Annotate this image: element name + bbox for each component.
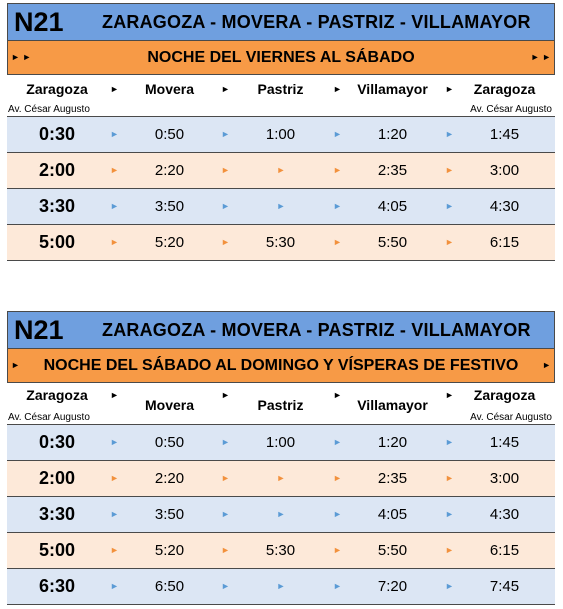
arrow-right-icon: ► — [445, 84, 454, 94]
table-row — [7, 189, 555, 225]
time-zaragoza-destination: 3:00 — [489, 470, 520, 487]
time-villamayor: 2:35 — [377, 162, 408, 179]
time-zaragoza-destination: 4:30 — [489, 506, 520, 523]
header-zaragoza-origin: Zaragoza — [26, 81, 88, 97]
arrow-right-icon: ► — [333, 473, 342, 483]
arrow-right-icon: ► — [221, 545, 230, 555]
timetable-rows — [7, 117, 555, 261]
arrow-right-icon: ► — [333, 201, 342, 211]
time-villamayor: 5:50 — [377, 542, 408, 559]
timetable-friday — [7, 3, 555, 261]
arrow-right-icon: ► — [221, 237, 230, 247]
arrow-right-icon: ► — [445, 581, 454, 591]
arrow-right-icon: ► — [110, 201, 119, 211]
title-bar — [7, 3, 555, 41]
table-row — [7, 117, 555, 153]
arrow-right-icon: ► — [276, 581, 286, 591]
arrow-right-icon: ► — [221, 201, 230, 211]
time-zaragoza-origin: 0:30 — [38, 432, 76, 452]
time-zaragoza-destination: 1:45 — [489, 434, 520, 451]
route-title: ZARAGOZA - MOVERA - PASTRIZ - VILLAMAYOR — [102, 11, 531, 32]
arrow-right-icon: ► — [110, 509, 119, 519]
arrow-right-icon: ► — [445, 473, 454, 483]
time-movera: 0:50 — [154, 434, 185, 451]
arrow-right-icon: ► — [110, 129, 119, 139]
time-zaragoza-origin: 3:30 — [38, 196, 76, 216]
route-title: ZARAGOZA - MOVERA - PASTRIZ - VILLAMAYOR — [102, 319, 531, 340]
table-row — [7, 533, 555, 569]
stop-subtitle-origin: Av. César Augusto — [8, 104, 90, 115]
time-zaragoza-origin: 2:00 — [38, 160, 76, 180]
time-zaragoza-origin: 6:30 — [38, 576, 76, 596]
time-zaragoza-origin: 0:30 — [38, 124, 76, 144]
header-zaragoza-destination: Zaragoza — [473, 387, 536, 403]
arrow-right-icon: ► ► — [11, 52, 32, 62]
arrow-right-icon: ► — [276, 201, 286, 211]
time-villamayor: 2:35 — [377, 470, 408, 487]
timetable-rows — [7, 425, 555, 605]
time-zaragoza-origin: 3:30 — [38, 504, 76, 524]
arrow-right-icon: ► — [445, 201, 454, 211]
time-villamayor: 4:05 — [377, 198, 408, 215]
time-pastriz: 5:30 — [265, 542, 296, 559]
time-zaragoza-destination: 6:15 — [489, 234, 520, 251]
stop-subtitle-origin: Av. César Augusto — [8, 412, 90, 423]
time-zaragoza-origin: 5:00 — [38, 540, 76, 560]
time-villamayor: 7:20 — [377, 578, 408, 595]
time-villamayor: 5:50 — [377, 234, 408, 251]
arrow-right-icon: ► — [110, 437, 119, 447]
time-movera: 3:50 — [154, 198, 185, 215]
arrow-right-icon: ► — [333, 390, 342, 400]
arrow-right-icon: ► — [445, 129, 454, 139]
arrow-right-icon: ► — [445, 509, 454, 519]
time-villamayor: 1:20 — [377, 126, 408, 143]
time-zaragoza-destination: 3:00 — [489, 162, 520, 179]
arrow-right-icon: ► — [221, 473, 230, 483]
column-header-row — [7, 383, 555, 425]
time-zaragoza-origin: 5:00 — [38, 232, 76, 252]
arrow-right-icon: ► — [110, 390, 119, 400]
arrow-right-icon: ► — [221, 390, 230, 400]
arrow-right-icon: ► — [110, 84, 119, 94]
arrow-right-icon: ► — [542, 360, 551, 370]
arrow-right-icon: ► — [333, 509, 342, 519]
header-villamayor: Villamayor — [357, 81, 428, 97]
table-row — [7, 497, 555, 533]
table-row — [7, 225, 555, 261]
table-row — [7, 569, 555, 605]
stop-subtitle-destination: Av. César Augusto — [470, 412, 552, 423]
time-zaragoza-destination: 6:15 — [489, 542, 520, 559]
stop-subtitle-destination: Av. César Augusto — [470, 104, 552, 115]
arrow-right-icon: ► — [445, 437, 454, 447]
service-label: NOCHE DEL VIERNES AL SÁBADO — [147, 48, 415, 66]
header-pastriz: Pastriz — [257, 397, 304, 413]
time-zaragoza-destination: 1:45 — [489, 126, 520, 143]
time-movera: 5:20 — [154, 234, 185, 251]
time-zaragoza-destination: 4:30 — [489, 198, 520, 215]
arrow-right-icon: ► — [333, 545, 342, 555]
time-villamayor: 1:20 — [377, 434, 408, 451]
arrow-right-icon: ► — [110, 165, 119, 175]
arrow-right-icon: ► — [333, 437, 342, 447]
arrow-right-icon: ► — [110, 581, 119, 591]
time-villamayor: 4:05 — [377, 506, 408, 523]
arrow-right-icon: ► — [445, 390, 454, 400]
time-zaragoza-origin: 2:00 — [38, 468, 76, 488]
arrow-right-icon: ► — [333, 165, 342, 175]
arrow-right-icon: ► — [333, 129, 342, 139]
line-code: N21 — [14, 314, 64, 345]
arrow-right-icon: ► ► — [530, 52, 551, 62]
arrow-right-icon: ► — [445, 165, 454, 175]
time-movera: 3:50 — [154, 506, 185, 523]
header-pastriz: Pastriz — [257, 81, 304, 97]
arrow-right-icon: ► — [445, 237, 454, 247]
arrow-right-icon: ► — [333, 237, 342, 247]
time-zaragoza-destination: 7:45 — [489, 578, 520, 595]
arrow-right-icon: ► — [110, 473, 119, 483]
arrow-right-icon: ► — [221, 437, 230, 447]
arrow-right-icon: ► — [333, 84, 342, 94]
time-movera: 2:20 — [154, 470, 185, 487]
arrow-right-icon: ► — [110, 545, 119, 555]
arrow-right-icon: ► — [276, 473, 286, 483]
arrow-right-icon: ► — [276, 509, 286, 519]
table-row — [7, 153, 555, 189]
time-movera: 6:50 — [154, 578, 185, 595]
header-zaragoza-destination: Zaragoza — [473, 81, 536, 97]
time-movera: 2:20 — [154, 162, 185, 179]
header-movera: Movera — [144, 397, 195, 413]
arrow-right-icon: ► — [221, 129, 230, 139]
time-movera: 0:50 — [154, 126, 185, 143]
line-code: N21 — [14, 6, 64, 37]
arrow-right-icon: ► — [445, 545, 454, 555]
table-row — [7, 461, 555, 497]
arrow-right-icon: ► — [333, 581, 342, 591]
time-pastriz: 5:30 — [265, 234, 296, 251]
arrow-right-icon: ► — [110, 237, 119, 247]
service-bar — [7, 349, 555, 383]
arrow-right-icon: ► — [221, 165, 230, 175]
arrow-right-icon: ► — [221, 581, 230, 591]
time-pastriz: 1:00 — [265, 434, 296, 451]
title-bar — [7, 311, 555, 349]
header-zaragoza-origin: Zaragoza — [26, 387, 88, 403]
timetable-saturday — [7, 311, 555, 605]
time-pastriz: 1:00 — [265, 126, 296, 143]
arrow-right-icon: ► — [221, 84, 230, 94]
service-label: NOCHE DEL SÁBADO AL DOMINGO Y VÍSPERAS DE FESTIVO — [43, 356, 519, 374]
time-movera: 5:20 — [154, 542, 185, 559]
arrow-right-icon: ► — [11, 360, 20, 370]
service-bar — [7, 41, 555, 75]
header-movera: Movera — [144, 81, 195, 97]
column-header-row — [7, 75, 555, 117]
arrow-right-icon: ► — [221, 509, 230, 519]
header-villamayor: Villamayor — [357, 397, 428, 413]
arrow-right-icon: ► — [276, 165, 286, 175]
table-row — [7, 425, 555, 461]
